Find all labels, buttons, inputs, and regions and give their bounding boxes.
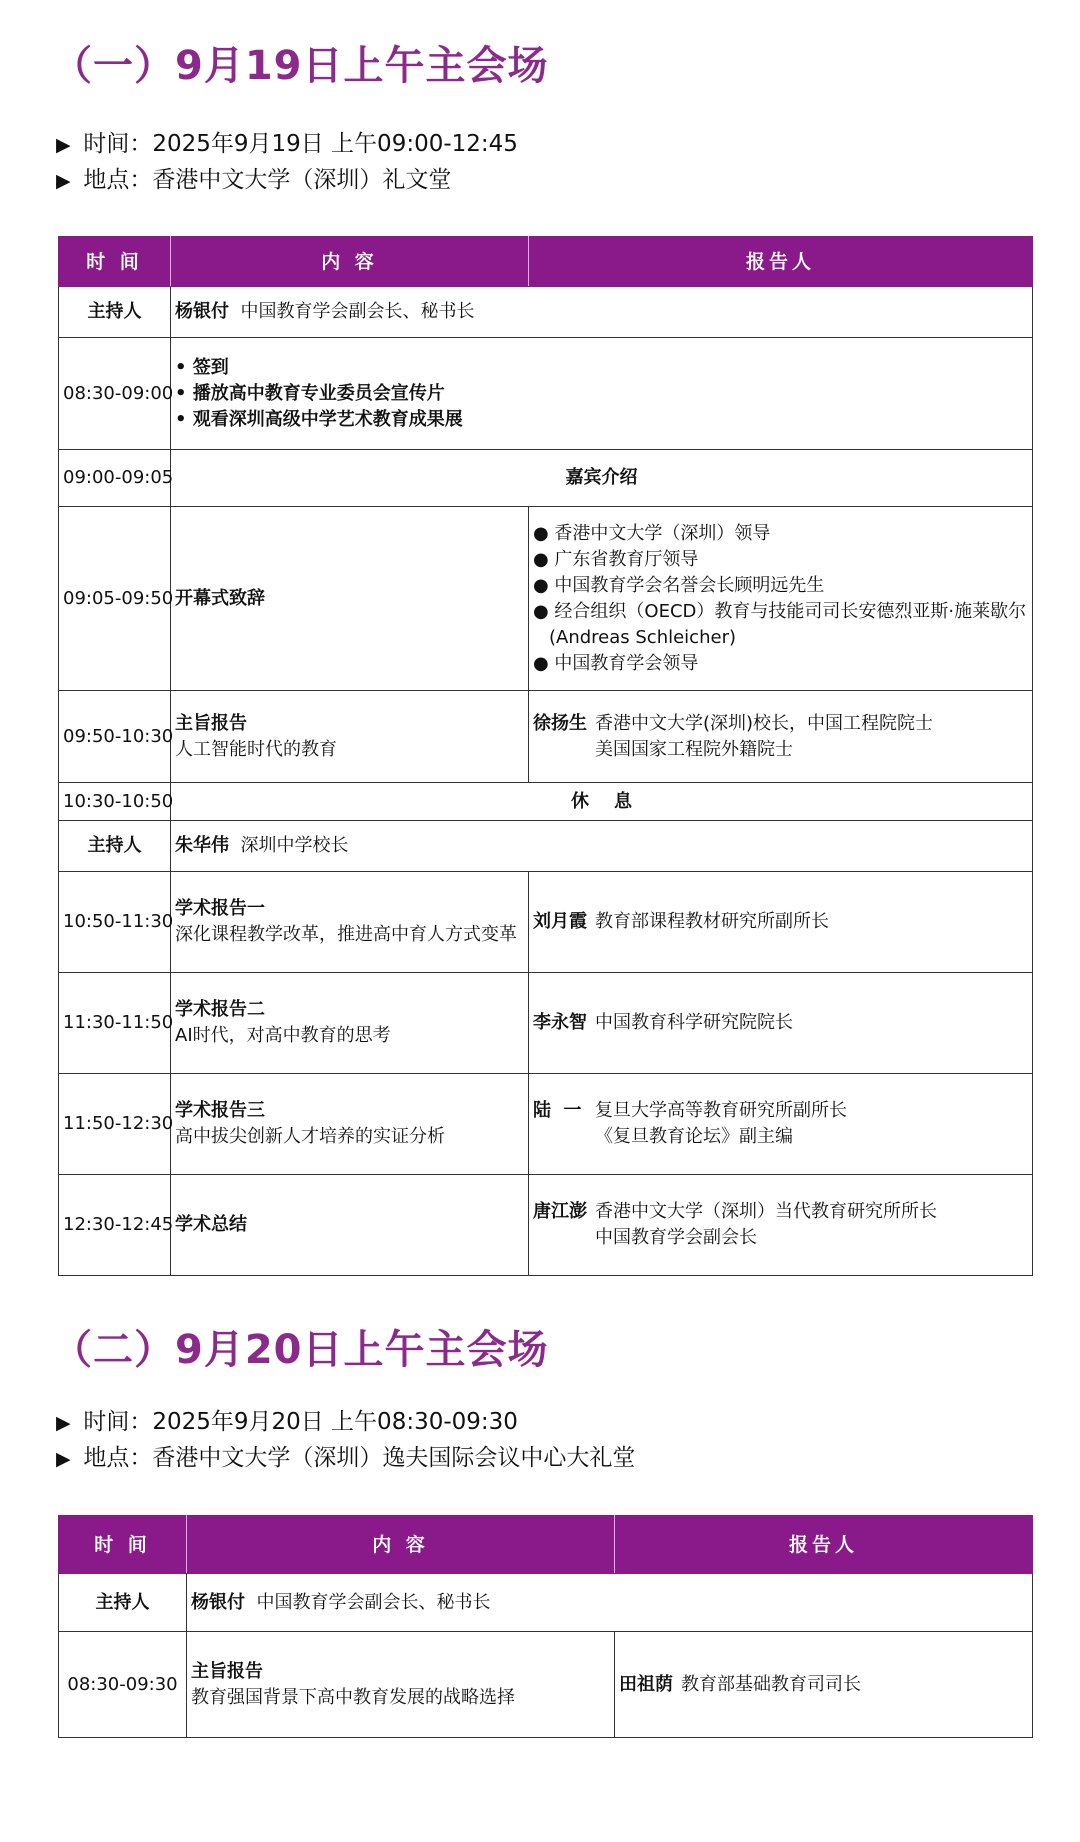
table-row	[59, 338, 1033, 450]
table-row	[59, 872, 1033, 973]
row-time: 11:30-11:50	[59, 973, 171, 1074]
table-row	[59, 821, 1033, 872]
section-title-1: （一）9月19日上午主会场	[52, 43, 549, 89]
row-time: 08:30-09:00	[59, 338, 171, 450]
row-content: 开幕式致辞	[171, 507, 529, 691]
row-speaker	[529, 973, 1033, 1074]
speaker-name: 李永智	[533, 1012, 587, 1033]
report-topic: 深化课程教学改革，推进高中育人方式变革	[175, 924, 517, 945]
speaker-title: 教育部基础教育司司长	[681, 1673, 861, 1695]
list-item: • 观看深圳高级中学艺术教育成果展	[175, 408, 463, 430]
header-time: 时 间	[59, 1516, 187, 1574]
speaker-name: 陆 一	[533, 1100, 582, 1121]
list-item: • 播放高中教育专业委员会宣传片	[175, 382, 445, 404]
speaker-name: 刘月霞	[533, 911, 587, 932]
report-type: 学术报告三	[175, 1100, 265, 1121]
speaker-title: 中国教育科学研究院院长	[595, 1012, 793, 1033]
report-type: 主旨报告	[175, 712, 247, 734]
list-item: ● 中国教育学会领导	[533, 652, 699, 674]
table-row	[59, 1632, 1033, 1738]
list-item: (Andreas Schleicher)	[549, 626, 736, 648]
host-cell	[187, 1574, 1033, 1632]
table-row	[59, 1574, 1033, 1632]
header-speaker: 报告人	[615, 1516, 1033, 1574]
triangle-right-icon: ▶	[56, 1448, 71, 1470]
host-label: 主持人	[59, 287, 171, 338]
header-content: 内 容	[171, 237, 529, 287]
row-time: 09:50-10:30	[59, 691, 171, 783]
row-time: 12:30-12:45	[59, 1175, 171, 1276]
row-speaker	[529, 1074, 1033, 1175]
report-type: 主旨报告	[191, 1660, 263, 1682]
section2-info	[56, 1404, 635, 1476]
header-content: 内 容	[187, 1516, 615, 1574]
host-label: 主持人	[59, 821, 171, 872]
row-content	[187, 1632, 615, 1738]
place-value: 香港中文大学（深圳）逸夫国际会议中心大礼堂	[152, 1445, 636, 1471]
report-topic: 人工智能时代的教育	[175, 738, 337, 760]
time-value: 2025年9月19日 上午09:00-12:45	[152, 131, 518, 157]
row-content: 嘉宾介绍	[171, 450, 1033, 507]
report-topic: AI时代，对高中教育的思考	[175, 1025, 391, 1046]
section1-info	[56, 126, 518, 198]
row-speaker	[529, 872, 1033, 973]
speaker-title: 美国国家工程院外籍院士	[595, 738, 793, 760]
speaker-title: 复旦大学高等教育研究所副所长	[595, 1100, 847, 1121]
section-title-2: （二）9月20日上午主会场	[52, 1327, 549, 1373]
list-item: • 签到	[175, 356, 229, 378]
row-speakers	[529, 507, 1033, 691]
list-item: ● 香港中文大学（深圳）领导	[533, 522, 771, 544]
header-speaker: 报告人	[529, 237, 1033, 287]
host-name: 杨银付	[175, 301, 229, 322]
row-speaker	[615, 1632, 1033, 1738]
speaker-title: 教育部课程教材研究所副所长	[595, 911, 829, 932]
list-item: ● 经合组织（OECD）教育与技能司司长安德烈亚斯·施莱歇尔	[533, 600, 1027, 622]
row-time: 09:05-09:50	[59, 507, 171, 691]
row-time: 11:50-12:30	[59, 1074, 171, 1175]
table-row	[59, 783, 1033, 821]
host-title: 深圳中学校长	[240, 835, 349, 856]
row-content	[171, 691, 529, 783]
speaker-title: 香港中文大学（深圳）当代教育研究所所长	[595, 1201, 937, 1222]
place-label: 地点：	[83, 1445, 153, 1471]
host-cell	[171, 821, 1033, 872]
table-row	[59, 691, 1033, 783]
speaker-name: 唐江澎	[533, 1201, 587, 1222]
table-row	[59, 1074, 1033, 1175]
triangle-right-icon: ▶	[56, 1412, 71, 1434]
table-row	[59, 507, 1033, 691]
time-label: 时间：	[83, 1409, 153, 1435]
row-speaker	[529, 691, 1033, 783]
host-cell	[171, 287, 1033, 338]
place-value: 香港中文大学（深圳）礼文堂	[152, 167, 452, 193]
table-row	[59, 973, 1033, 1074]
place-label: 地点：	[83, 167, 153, 193]
row-time: 10:50-11:30	[59, 872, 171, 973]
table-row	[59, 287, 1033, 338]
row-content	[171, 872, 529, 973]
speaker-name: 田祖荫	[619, 1673, 673, 1695]
table-header-row	[59, 1516, 1033, 1574]
table-row	[59, 1175, 1033, 1276]
host-title: 中国教育学会副会长、秘书长	[240, 301, 475, 322]
time-label: 时间：	[83, 131, 153, 157]
host-name: 杨银付	[191, 1591, 245, 1613]
table-row	[59, 450, 1033, 507]
row-speaker	[529, 1175, 1033, 1276]
report-type: 学术报告二	[175, 999, 265, 1020]
speaker-title: 中国教育学会副会长	[595, 1227, 757, 1248]
list-item: ● 中国教育学会名誉会长顾明远先生	[533, 574, 825, 596]
row-content	[171, 338, 1033, 450]
row-time: 10:30-10:50	[59, 783, 171, 821]
report-topic: 教育强国背景下高中教育发展的战略选择	[191, 1686, 515, 1708]
triangle-right-icon: ▶	[56, 170, 71, 192]
row-content: 休 息	[171, 783, 1033, 821]
row-time: 09:00-09:05	[59, 450, 171, 507]
list-item: ● 广东省教育厅领导	[533, 548, 699, 570]
schedule-table-2	[58, 1515, 1033, 1738]
speaker-name: 徐扬生	[533, 712, 587, 734]
header-time: 时 间	[59, 237, 171, 287]
speaker-title: 香港中文大学(深圳)校长，中国工程院院士	[595, 712, 934, 734]
time-value: 2025年9月20日 上午08:30-09:30	[152, 1409, 518, 1435]
row-time: 08:30-09:30	[59, 1632, 187, 1738]
table-header-row	[59, 237, 1033, 287]
host-title: 中国教育学会副会长、秘书长	[256, 1591, 491, 1613]
speaker-title: 《复旦教育论坛》副主编	[595, 1126, 793, 1147]
row-content	[171, 1074, 529, 1175]
host-name: 朱华伟	[175, 835, 229, 856]
schedule-table-1	[58, 236, 1033, 1276]
report-topic: 高中拔尖创新人才培养的实证分析	[175, 1126, 445, 1147]
row-content: 学术总结	[171, 1175, 529, 1276]
row-content	[171, 973, 529, 1074]
report-type: 学术报告一	[175, 898, 265, 919]
host-label: 主持人	[59, 1574, 187, 1632]
triangle-right-icon: ▶	[56, 134, 71, 156]
